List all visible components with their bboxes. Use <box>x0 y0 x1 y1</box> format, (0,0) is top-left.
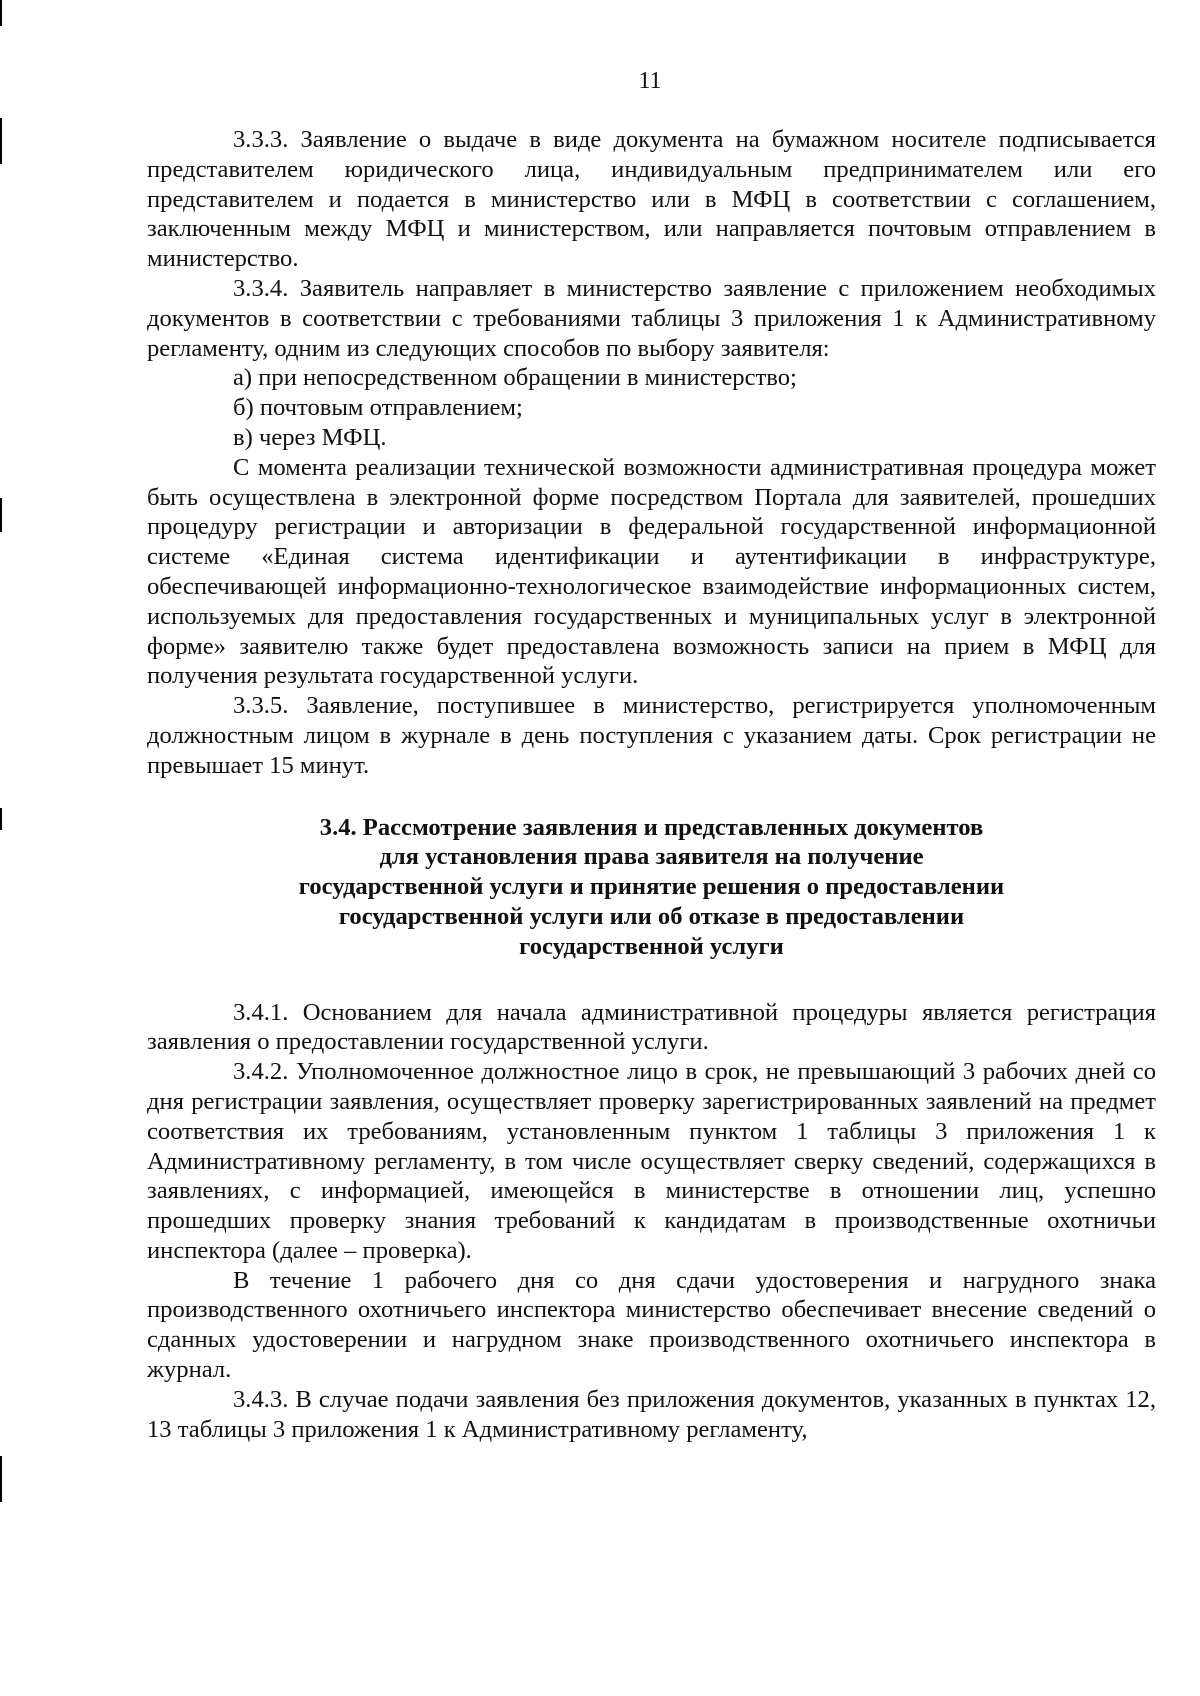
paragraphs-before-section <box>147 125 1156 781</box>
paragraph: 3.3.5. Заявление, поступившее в министерство, регистрируется уполномоченным должностным лицом в журнале в день поступления с указанием даты. Срок регистрации не превышает 15 минут. <box>147 692 1156 779</box>
list-item: в) через МФЦ. <box>233 423 387 451</box>
section-title-line: государственной услуги и принятие решения о предоставлении <box>298 873 1005 901</box>
paragraphs-after-section <box>147 998 1156 1445</box>
section-title <box>147 813 1156 962</box>
paragraph: В течение 1 рабочего дня со дня сдачи удостоверения и нагрудного знака производственного охотничьего инспектора министерство обеспечивает внесение сведений о сданных удостоверении и нагрудном знаке производственного охотничьего инспектора в журнал. <box>147 1266 1156 1384</box>
scan-edge-mark <box>0 808 2 830</box>
scan-edge-mark <box>0 118 2 164</box>
paragraph: 3.4.1. Основанием для начала административной процедуры является регистрация заявления о предоставлении государственной услуги. <box>147 998 1156 1056</box>
paragraph: 3.3.3. Заявление о выдаче в виде документа на бумажном носителе подписывается представителем юридического лица, индивидуальным предпринимателем или его представителем и подается в министерство или в МФЦ в соответствии с соглашением, заключенным между МФЦ и министерством, или направляется почтовым отправлением в министерство. <box>147 126 1156 273</box>
document-body <box>147 125 1156 1444</box>
paragraph: 3.4.3. В случае подачи заявления без приложения документов, указанных в пунктах 12, 13 таблицы 3 приложения 1 к Административному регламенту, <box>147 1385 1156 1443</box>
scan-edge-mark <box>0 1456 2 1502</box>
section-title-line: государственной услуги или об отказе в предоставлении <box>338 902 965 930</box>
section-title-line: государственной услуги <box>519 932 784 960</box>
scan-edge-mark <box>0 498 2 532</box>
paragraph: 3.4.2. Уполномоченное должностное лицо в срок, не превышающий 3 рабочих дней со дня регистрации заявления, осуществляет проверку зарегистрированных заявлений на предмет соответствия их требованиям, установленным пунктом 1 таблицы 3 приложения 1 к Административному регламенту, в том числе осуществляет сверку сведений, содержащихся в заявлениях, с информацией, имеющейся в министерстве в отношении лиц, успешно прошедших проверку знания требований к кандидатам в производственные охотничьи инспектора (далее – проверка). <box>147 1058 1156 1264</box>
section-title-line: для установления права заявителя на получение <box>379 843 924 871</box>
scan-edge-mark <box>0 0 2 26</box>
page-number: 11 <box>638 68 662 94</box>
paragraph: С момента реализации технической возможности административная процедура может быть осуществлена в электронной форме посредством Портала для заявителей, прошедших процедуру регистрации и авторизации в федеральной государственной информационной системе «Единая система идентификации и аутентификации в инфраструктуре, обеспечивающей информационно-технологическое взаимодействие информационных систем, используемых для предоставления государственных и муниципальных услуг в электронной форме» заявителю также будет предоставлена возможность записи на прием в МФЦ для получения результата государственной услуги. <box>147 453 1156 690</box>
paragraph: 3.3.4. Заявитель направляет в министерство заявление с приложением необходимых документов в соответствии с требованиями таблицы 3 приложения 1 к Административному регламенту, одним из следующих способов по выбору заявителя: <box>147 274 1156 362</box>
list-item: а) при непосредственном обращении в министерство; <box>233 364 797 392</box>
section-title-line: 3.4. Рассмотрение заявления и представленных документов <box>319 813 984 841</box>
list-item: б) почтовым отправлением; <box>233 394 523 422</box>
